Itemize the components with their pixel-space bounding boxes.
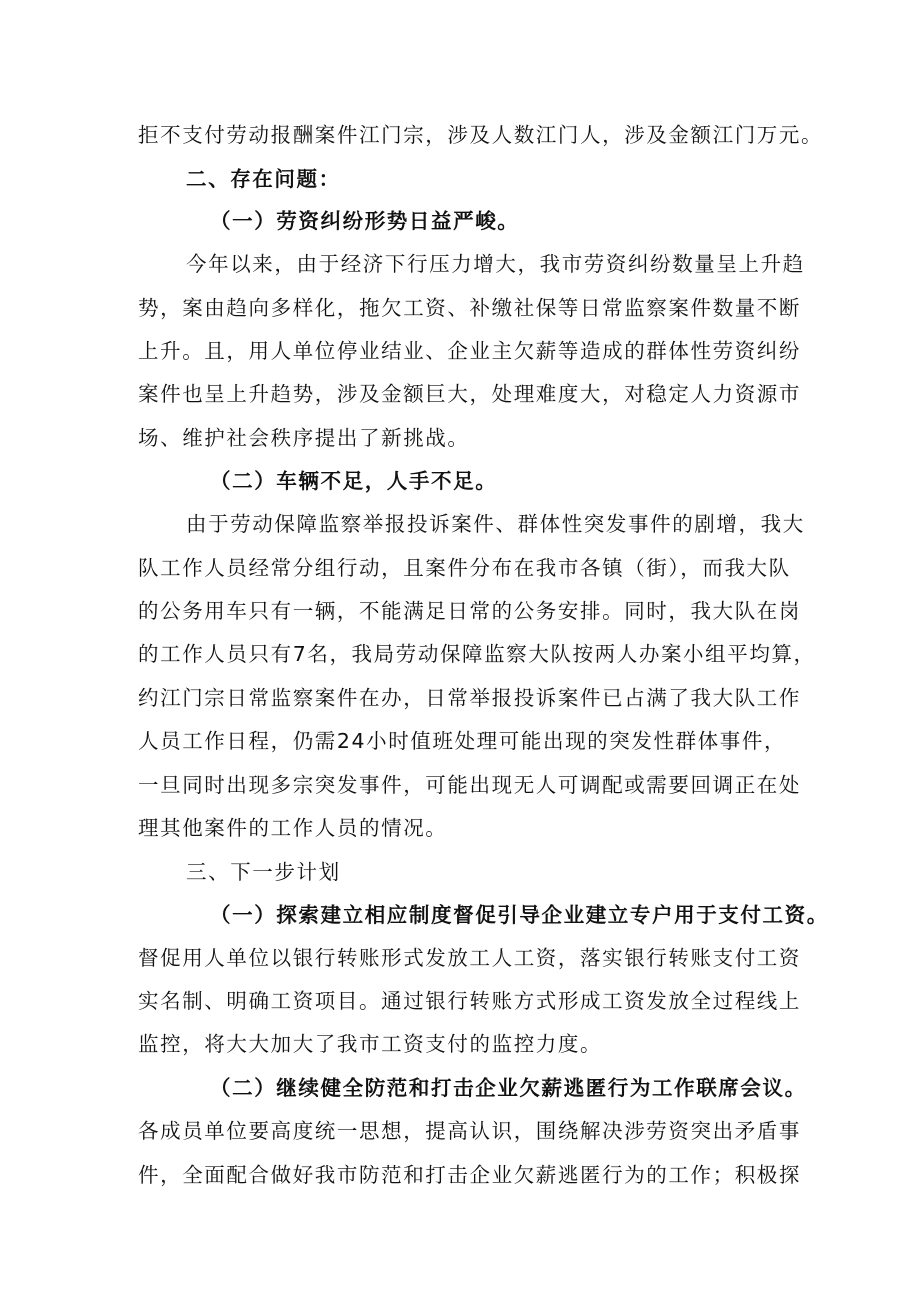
paragraph-line: 队工作人员经常分组行动，且案件分布在我市各镇（街），而我大队 xyxy=(138,556,791,580)
paragraph-line: 一旦同时出现多宗突发事件，可能出现无人可调配或需要回调正在处 xyxy=(138,773,801,797)
paragraph-line: 各成员单位要高度统一思想，提高认识，围绕解决涉劳资突出矛盾事 xyxy=(138,1119,801,1143)
subsection-heading: （一）探索建立相应制度督促引导企业建立专户用于支付工资。 xyxy=(210,903,829,927)
paragraph-line: 人员工作日程，仍需24小时值班处理可能出现的突发性群体事件， xyxy=(138,729,787,753)
paragraph-line: 实名制、明确工资项目。通过银行转账方式形成工资发放全过程线上 xyxy=(138,989,801,1013)
paragraph-line: 件，全面配合做好我市防范和打击企业欠薪逃匿行为的工作；积极探 xyxy=(138,1163,801,1187)
paragraph-line: 的公务用车只有一辆，不能满足日常的公务安排。同时，我大队在岗 xyxy=(138,599,801,623)
paragraph-line: 案件也呈上升趋势，涉及金额巨大，处理难度大，对稳定人力资源市 xyxy=(138,382,801,406)
paragraph-line: 的工作人员只有7名，我局劳动保障监察大队按两人办案小组平均算， xyxy=(138,642,816,666)
paragraph-line: 今年以来，由于经济下行压力增大，我市劳资纠纷数量呈上升趋 xyxy=(186,252,805,276)
paragraph-line: 势，案由趋向多样化，拖欠工资、补缴社保等日常监察案件数量不断 xyxy=(138,296,801,320)
paragraph-line: 拒不支付劳动报酬案件江门宗，涉及人数江门人，涉及金额江门万元。 xyxy=(138,123,824,147)
paragraph-line: 理其他案件的工作人员的情况。 xyxy=(138,816,448,840)
subsection-heading: （二）继续健全防范和打击企业欠薪逃匿行为工作联席会议。 xyxy=(210,1076,807,1100)
paragraph-line: 监控，将大大加大了我市工资支付的监控力度。 xyxy=(138,1032,603,1056)
subsection-heading: （二）车辆不足，人手不足。 xyxy=(210,469,498,493)
paragraph-line: 由于劳动保障监察举报投诉案件、群体性突发事件的剧增，我大 xyxy=(186,512,805,536)
paragraph-line: 场、维护社会秩序提出了新挑战。 xyxy=(138,426,470,450)
subsection-heading: （一）劳资纠纷形势日益严峻。 xyxy=(210,209,520,233)
paragraph-line: 约江门宗日常监察案件在办，日常举报投诉案件已占满了我大队工作 xyxy=(138,686,801,710)
paragraph-line: 上升。且，用人单位停业结业、企业主欠薪等造成的群体性劳资纠纷 xyxy=(138,339,801,363)
paragraph-line: 督促用人单位以银行转账形式发放工人工资，落实银行转账支付工资 xyxy=(138,946,801,970)
section-heading: 三、下一步计划 xyxy=(186,860,341,884)
section-heading: 二、存在问题： xyxy=(186,167,341,191)
